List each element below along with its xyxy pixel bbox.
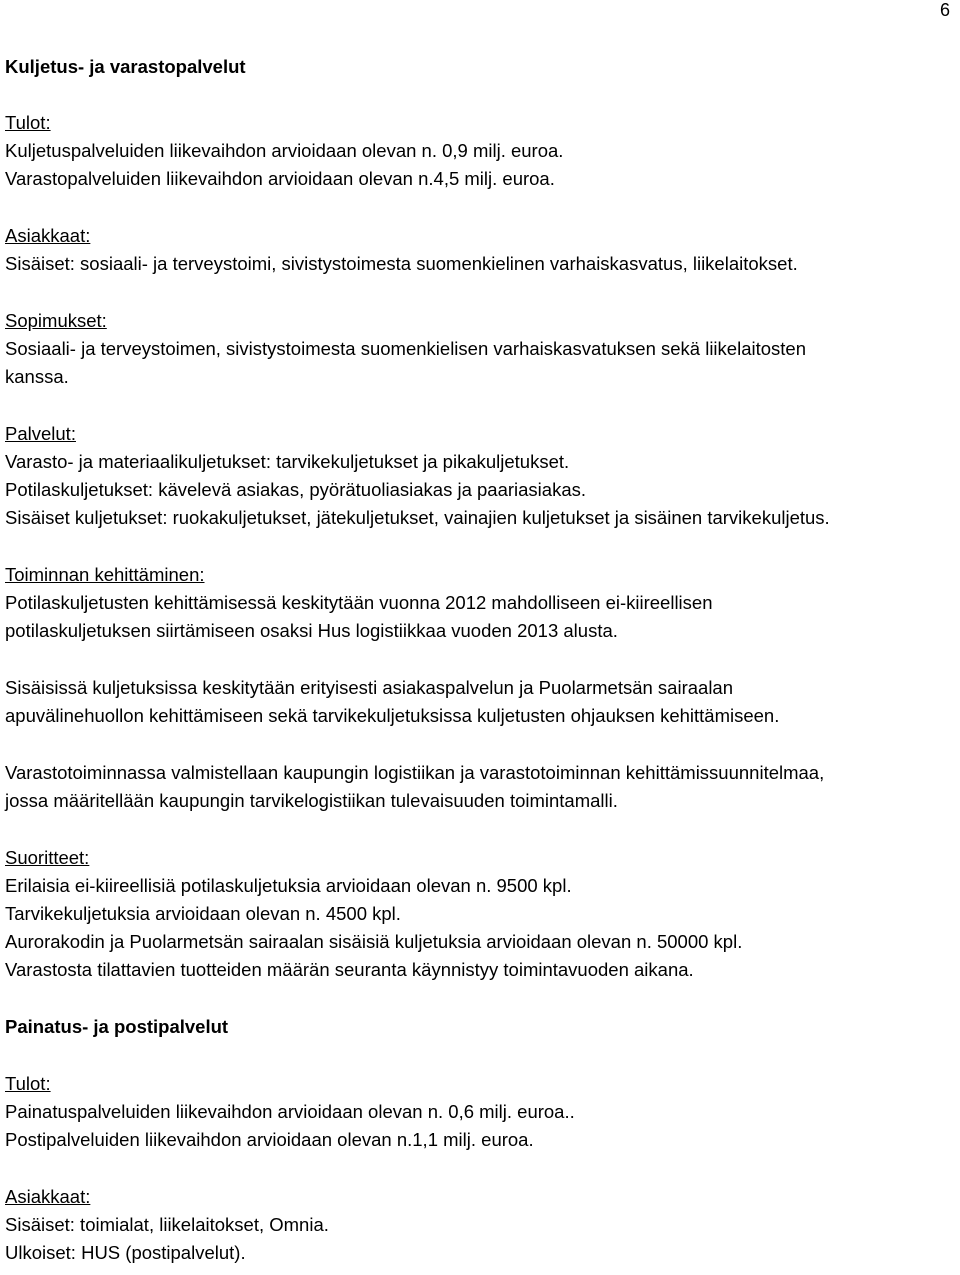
text-line: Varastopalveluiden liikevaihdon arvioidaan olevan n.4,5 milj. euroa. [5, 168, 555, 189]
text-line: Aurorakodin ja Puolarmetsän sairaalan sisäisiä kuljetuksia arvioidaan olevan n. 50000 kpl. [5, 931, 743, 952]
text-line: Erilaisia ei-kiireellisiä potilaskuljetuksia arvioidaan olevan n. 9500 kpl. [5, 875, 572, 896]
page-number: 6 [939, 0, 950, 20]
text-line: Potilaskuljetusten kehittämisessä keskitytään vuonna 2012 mahdolliseen ei-kiireellisen [5, 592, 713, 613]
text-line: Varasto- ja materiaalikuljetukset: tarvikekuljetukset ja pikakuljetukset. [5, 451, 570, 472]
text-line: Tarvikekuljetuksia arvioidaan olevan n. 4500 kpl. [5, 903, 401, 924]
text-line: Painatuspalveluiden liikevaihdon arvioidaan olevan n. 0,6 milj. euroa.. [5, 1101, 575, 1122]
sopimukset-label: Sopimukset: [5, 310, 107, 331]
palvelut-label: Palvelut: [5, 423, 76, 444]
text-line: Sisäiset kuljetukset: ruokakuljetukset, jätekuljetukset, vainajien kuljetukset ja sisäinen tarvikekuljetus. [5, 507, 830, 528]
text-line: kanssa. [5, 366, 69, 387]
text-line: Ulkoiset: HUS (postipalvelut). [5, 1242, 246, 1263]
text-line: Varastotoiminnassa valmistellaan kaupungin logistiikan ja varastotoiminnan kehittämissuunnitelmaa, [5, 762, 825, 783]
text-line: Sisäiset: sosiaali- ja terveystoimi, sivistystoimesta suomenkielinen varhaiskasvatus, liikelaitokset. [5, 253, 798, 274]
section-title-painatus: Painatus- ja postipalvelut [5, 1016, 229, 1037]
kehittaminen-label: Toiminnan kehittäminen: [5, 564, 205, 585]
text-line: potilaskuljetuksen siirtämiseen osaksi Hus logistiikkaa vuoden 2013 alusta. [5, 620, 618, 641]
text-line: Sosiaali- ja terveystoimen, sivistystoimesta suomenkielisen varhaiskasvatuksen sekä liikelaitosten [5, 338, 806, 359]
text-line: Sisäiset: toimialat, liikelaitokset, Omnia. [5, 1214, 329, 1235]
tulot-label: Tulot: [5, 112, 51, 133]
section-title-kuljetus: Kuljetus- ja varastopalvelut [5, 56, 246, 77]
text-line: jossa määritellään kaupungin tarvikelogistiikan tulevaisuuden toimintamalli. [5, 790, 618, 811]
text-line: Potilaskuljetukset: kävelevä asiakas, pyörätuoliasiakas ja paariasiakas. [5, 479, 586, 500]
text-line: Sisäisissä kuljetuksissa keskitytään erityisesti asiakaspalvelun ja Puolarmetsän sairaalan [5, 677, 734, 698]
suoritteet-label: Suoritteet: [5, 847, 90, 868]
asiakkaat-label: Asiakkaat: [5, 1186, 91, 1207]
text-line: Postipalveluiden liikevaihdon arvioidaan olevan n.1,1 milj. euroa. [5, 1129, 534, 1150]
document-body [5, 53, 957, 1267]
text-line: apuvälinehuollon kehittämiseen sekä tarvikekuljetuksissa kuljetusten ohjauksen kehittämiseen. [5, 705, 780, 726]
tulot-label: Tulot: [5, 1073, 51, 1094]
text-line: Varastosta tilattavien tuotteiden määrän seuranta käynnistyy toimintavuoden aikana. [5, 959, 694, 980]
text-line: Kuljetuspalveluiden liikevaihdon arvioidaan olevan n. 0,9 milj. euroa. [5, 140, 564, 161]
asiakkaat-label: Asiakkaat: [5, 225, 91, 246]
